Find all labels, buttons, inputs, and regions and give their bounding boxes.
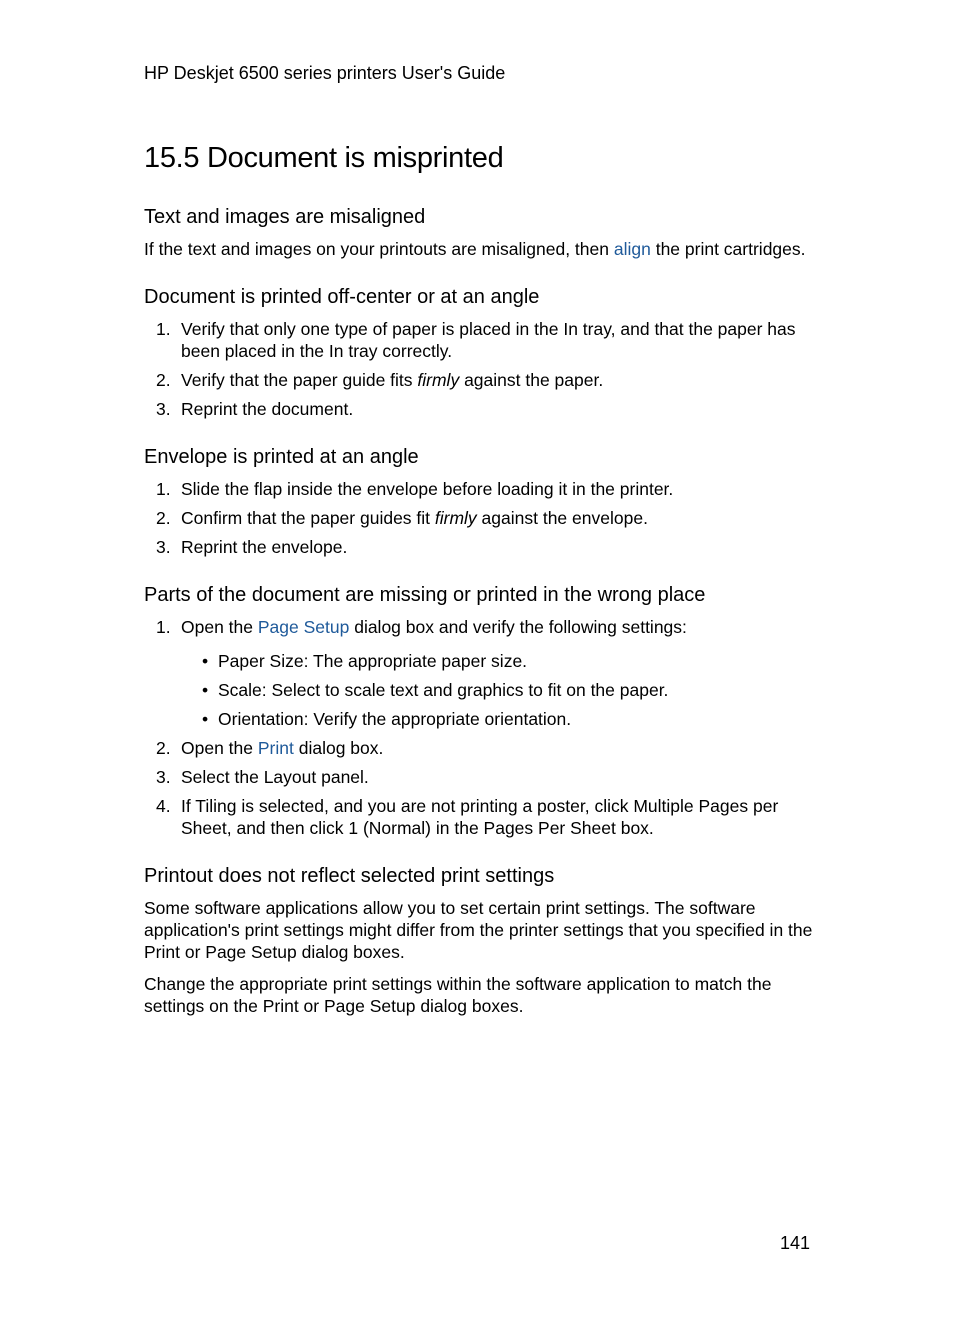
- text-span: or: [179, 942, 206, 962]
- page-setup-link[interactable]: Page Setup: [257, 617, 350, 637]
- step-text: Open the: [181, 738, 258, 758]
- ui-term: Paper Size: [218, 651, 304, 671]
- step-number: 1.: [156, 617, 171, 637]
- text-span: the print cartridges.: [650, 239, 806, 259]
- step-text: in the: [431, 818, 484, 838]
- step-text: Open the: [181, 617, 258, 637]
- step-text: against the paper.: [459, 370, 604, 390]
- ui-term: Print: [144, 942, 180, 962]
- step-number: 4.: [156, 796, 171, 816]
- step-text: Select the: [181, 767, 264, 787]
- text-span: dialog boxes.: [415, 996, 524, 1016]
- step-number: 3.: [156, 767, 171, 787]
- step-number: 1.: [156, 479, 171, 499]
- step-text: dialog box.: [293, 738, 384, 758]
- step-text: Verify that the paper guide fits: [181, 370, 418, 390]
- ui-term: Tiling: [195, 796, 237, 816]
- section-off-center: [144, 284, 814, 420]
- step-number: 2.: [156, 508, 171, 528]
- paragraph: [144, 238, 814, 260]
- step-text: against the envelope.: [476, 508, 648, 528]
- bullet-item: [181, 708, 814, 730]
- ui-term: Multiple Pages per Sheet: [181, 796, 779, 838]
- section-envelope: [144, 444, 814, 558]
- step-number: 1.: [156, 319, 171, 339]
- emphasis-text: firmly: [434, 508, 477, 528]
- subsection-heading: Document is printed off-center or at an angle: [144, 286, 540, 308]
- list-item: [144, 737, 814, 759]
- text-span: If the text and images on your printouts are misaligned, then: [144, 239, 614, 259]
- step-list: [144, 616, 814, 839]
- subsection-heading: Text and images are misaligned: [144, 206, 426, 228]
- list-item: [144, 795, 814, 839]
- ui-term: Pages Per Sheet: [483, 818, 616, 838]
- section-print-settings: [144, 863, 814, 1017]
- align-link[interactable]: align: [613, 239, 651, 259]
- ui-term: Page Setup: [323, 996, 416, 1016]
- step-text: If: [181, 796, 196, 816]
- list-item: [144, 507, 814, 529]
- list-item: [144, 318, 814, 362]
- ui-term: Layout: [263, 767, 317, 787]
- print-link[interactable]: Print: [257, 738, 294, 758]
- step-list: [144, 318, 814, 420]
- paragraph: [144, 973, 814, 1017]
- step-text: box.: [615, 818, 654, 838]
- section-missing-parts: [144, 582, 814, 839]
- ui-term: Orientation: [218, 709, 304, 729]
- bullet-item: [181, 679, 814, 701]
- bullet-text: : Select to scale text and graphics to fit on the paper.: [261, 680, 669, 700]
- ui-term: Print: [262, 996, 299, 1016]
- ui-term: Scale: [218, 680, 262, 700]
- step-number: 3.: [156, 537, 171, 557]
- page-number: 141: [780, 1233, 811, 1253]
- text-span: Some software applications allow you to set certain print settings. The software application's print settings might differ from the printer settings that you specified in the: [144, 898, 813, 940]
- step-text: Reprint the document.: [181, 399, 354, 419]
- text-span: dialog boxes.: [296, 942, 405, 962]
- step-number: 3.: [156, 399, 171, 419]
- step-text: is selected, and you are not printing a poster, click: [236, 796, 634, 816]
- step-text: Confirm that the paper guides fit: [181, 508, 435, 528]
- bullet-icon: •: [202, 680, 209, 700]
- paragraph: [144, 897, 814, 963]
- list-item: [144, 616, 814, 730]
- step-text: Reprint the envelope.: [181, 537, 348, 557]
- list-item: [144, 478, 814, 500]
- step-number: 2.: [156, 738, 171, 758]
- step-text: Verify that only one type of paper is placed in the In tray, and that the paper has been placed in the In tray correctly.: [181, 319, 796, 361]
- settings-list: [181, 650, 814, 730]
- list-item: [144, 398, 814, 420]
- bullet-text: : Verify the appropriate orientation.: [303, 709, 572, 729]
- text-span: or: [298, 996, 324, 1016]
- step-text: dialog box and verify the following settings:: [349, 617, 687, 637]
- subsection-heading: Printout does not reflect selected print settings: [144, 865, 555, 887]
- list-item: [144, 369, 814, 391]
- bullet-icon: •: [202, 709, 209, 729]
- section-misaligned: [144, 204, 814, 260]
- bullet-item: [181, 650, 814, 672]
- step-list: [144, 478, 814, 558]
- content: [144, 204, 814, 1027]
- step-number: 2.: [156, 370, 171, 390]
- subsection-heading: Parts of the document are missing or printed in the wrong place: [144, 584, 706, 606]
- step-text: , and then click: [226, 818, 349, 838]
- bullet-text: : The appropriate paper size.: [303, 651, 528, 671]
- text-span: Change the appropriate print settings within the software application to match the settings on the: [144, 974, 772, 1016]
- bullet-icon: •: [202, 651, 209, 671]
- list-item: [144, 766, 814, 788]
- step-text: Slide the flap inside the envelope before loading it in the printer.: [181, 479, 674, 499]
- ui-term: Page Setup: [205, 942, 297, 962]
- step-text: panel.: [316, 767, 369, 787]
- ui-term: 1 (Normal): [348, 818, 431, 838]
- section-title: 15.5 Document is misprinted: [144, 142, 504, 174]
- list-item: [144, 536, 814, 558]
- running-header: HP Deskjet 6500 series printers User's Guide: [144, 63, 506, 83]
- subsection-heading: Envelope is printed at an angle: [144, 446, 419, 468]
- emphasis-text: firmly: [417, 370, 460, 390]
